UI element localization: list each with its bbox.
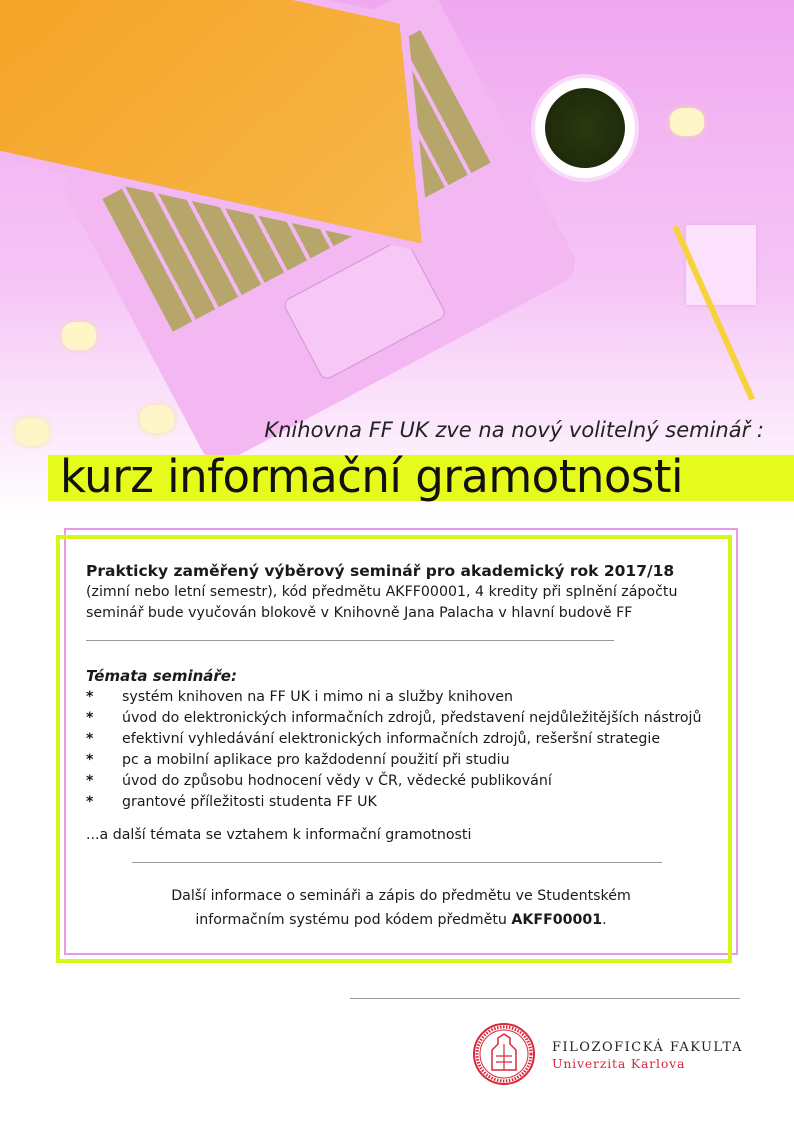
intro-text: Knihovna FF UK zve na nový volitelný seminář : <box>264 418 764 442</box>
list-item: * efektivní vyhledávání elektronických informačních zdrojů, rešeršní strategie <box>86 731 661 747</box>
title-banner <box>48 450 794 503</box>
paper-ball-image <box>62 322 96 350</box>
paper-ball-image <box>140 405 174 433</box>
detail-line: seminář bude vyučován blokově v Knihovně Jana Palacha v hlavní budově FF <box>86 605 633 621</box>
topics-list <box>86 687 716 813</box>
topics-title: Témata semináře: <box>86 667 237 685</box>
enrollment-info: Další informace o semináři a zápis do předmětu ve Studentském informačním systému pod kódem předmětu AKFF00001. <box>171 888 631 928</box>
course-code: AKFF00001 <box>511 912 603 928</box>
university-seal-icon <box>472 1022 536 1086</box>
list-item: * úvod do elektronických informačních zdrojů, představení nejdůležitějších nástrojů <box>86 710 702 726</box>
paper-ball-image <box>15 418 49 446</box>
more-topics: ...a další témata se vztahem k informační gramotnosti <box>86 827 472 843</box>
list-item: * pc a mobilní aplikace pro každodenní použití při studiu <box>86 752 510 768</box>
detail-line: (zimní nebo letní semestr), kód předmětu AKFF00001, 4 kredity při splnění zápočtu <box>86 584 678 600</box>
faculty-name: FILOZOFICKÁ FAKULTA <box>552 1040 743 1055</box>
list-item: * úvod do způsobu hodnocení vědy v ČR, vědecké publikování <box>86 773 552 789</box>
university-name: Univerzita Karlova <box>552 1056 686 1071</box>
divider <box>132 862 662 863</box>
paper-ball-image <box>670 108 704 136</box>
seminar-heading: Prakticky zaměřený výběrový seminář pro akademický rok 2017/18 <box>86 562 675 580</box>
note-paper-image <box>686 225 756 305</box>
divider <box>86 640 614 641</box>
page-title: kurz informační gramotnosti <box>60 450 684 503</box>
coffee-cup-image <box>535 78 635 178</box>
hero-photo <box>0 0 794 520</box>
divider <box>350 998 740 999</box>
list-item: * grantové příležitosti studenta FF UK <box>86 794 377 810</box>
list-item: * systém knihoven na FF UK i mimo ni a služby knihoven <box>86 689 513 705</box>
seminar-details <box>86 560 716 846</box>
